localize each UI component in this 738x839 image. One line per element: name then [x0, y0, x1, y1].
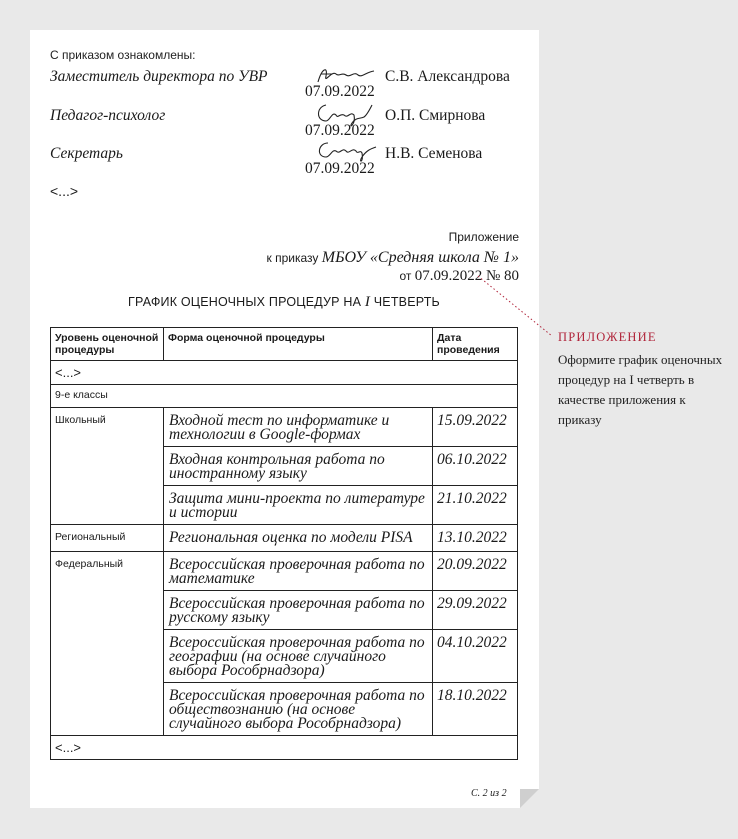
date-cell: 15.09.2022 — [433, 408, 518, 447]
signature-position: Педагог-психолог — [50, 107, 166, 124]
date-cell: 04.10.2022 — [433, 630, 518, 683]
signature-date: 07.09.2022 — [305, 160, 375, 177]
signer-name: Н.В. Семенова — [385, 145, 483, 162]
table-row — [51, 361, 518, 385]
omission-marker: <...> — [51, 361, 518, 385]
title-text: ЧЕТВЕРТЬ — [373, 295, 440, 309]
form-cell: Входная контрольная работа по иностранному языку — [164, 447, 433, 486]
table-row — [51, 552, 518, 591]
level-cell: Федеральный — [51, 552, 164, 736]
form-cell: Региональная оценка по модели PISA — [164, 525, 433, 552]
signature-date: 07.09.2022 — [305, 83, 375, 100]
side-note — [558, 330, 728, 430]
level-cell: Региональный — [51, 525, 164, 552]
omission-marker: <...> — [51, 736, 518, 760]
table-row — [51, 525, 518, 552]
form-cell: Всероссийская проверочная работа по обществознанию (на основе случайного выбора Рособрнадзора) — [164, 683, 433, 736]
signature-row — [50, 145, 530, 185]
page-number: С. 2 из 2 — [471, 788, 507, 799]
omission-marker: <...> — [50, 183, 79, 199]
signer-name: О.П. Смирнова — [385, 107, 486, 124]
school-name: МБОУ «Средняя школа № 1» — [321, 249, 519, 266]
page-corner-fold — [520, 789, 539, 808]
date-cell: 29.09.2022 — [433, 591, 518, 630]
appendix-order-line — [267, 249, 519, 268]
date-cell: 18.10.2022 — [433, 683, 518, 736]
date-prefix: от — [399, 269, 412, 283]
appendix-date-line — [267, 268, 519, 287]
signature-row — [50, 68, 530, 108]
schedule-table — [50, 327, 518, 760]
date-cell: 21.10.2022 — [433, 486, 518, 525]
order-prefix: к приказу — [266, 251, 319, 265]
side-note-text: Оформите график оценочных процедур на I четверть в качестве приложения к приказу — [558, 352, 723, 427]
title-text: ГРАФИК ОЦЕНОЧНЫХ ПРОЦЕДУР НА — [128, 295, 362, 309]
date-cell: 06.10.2022 — [433, 447, 518, 486]
signer-name: С.В. Александрова — [385, 68, 510, 85]
side-note-title: ПРИЛОЖЕНИЕ — [558, 330, 657, 344]
table-row — [51, 385, 518, 408]
table-header-row — [51, 328, 518, 361]
form-cell: Защита мини-проекта по литературе и истории — [164, 486, 433, 525]
date-cell: 13.10.2022 — [433, 525, 518, 552]
column-header: Форма оценочной процедуры — [164, 328, 433, 361]
form-cell: Всероссийская проверочная работа по математике — [164, 552, 433, 591]
appendix-header — [267, 230, 519, 287]
column-header: Дата проведения — [433, 328, 518, 361]
level-cell: Школьный — [51, 408, 164, 525]
table-row — [51, 736, 518, 760]
grade-label: 9-е классы — [51, 385, 518, 408]
signature-position: Секретарь — [50, 145, 123, 162]
schedule-title — [50, 294, 518, 311]
column-header: Уровень оценочной процедуры — [51, 328, 164, 361]
form-cell: Входной тест по информатике и технологии в Google-формах — [164, 408, 433, 447]
table-row — [51, 408, 518, 447]
form-cell: Всероссийская проверочная работа по русскому языку — [164, 591, 433, 630]
signature-position: Заместитель директора по УВР — [50, 68, 268, 85]
quarter-number: I — [364, 294, 371, 310]
signature-row — [50, 107, 530, 147]
date-cell: 20.09.2022 — [433, 552, 518, 591]
form-cell: Всероссийская проверочная работа по географии (на основе случайного выбора Рособрнадзора) — [164, 630, 433, 683]
acknowledgement-header: С приказом ознакомлены: — [50, 48, 196, 62]
appendix-label: Приложение — [448, 230, 519, 244]
order-date-number: 07.09.2022 № 80 — [414, 268, 519, 284]
signature-date: 07.09.2022 — [305, 122, 375, 139]
